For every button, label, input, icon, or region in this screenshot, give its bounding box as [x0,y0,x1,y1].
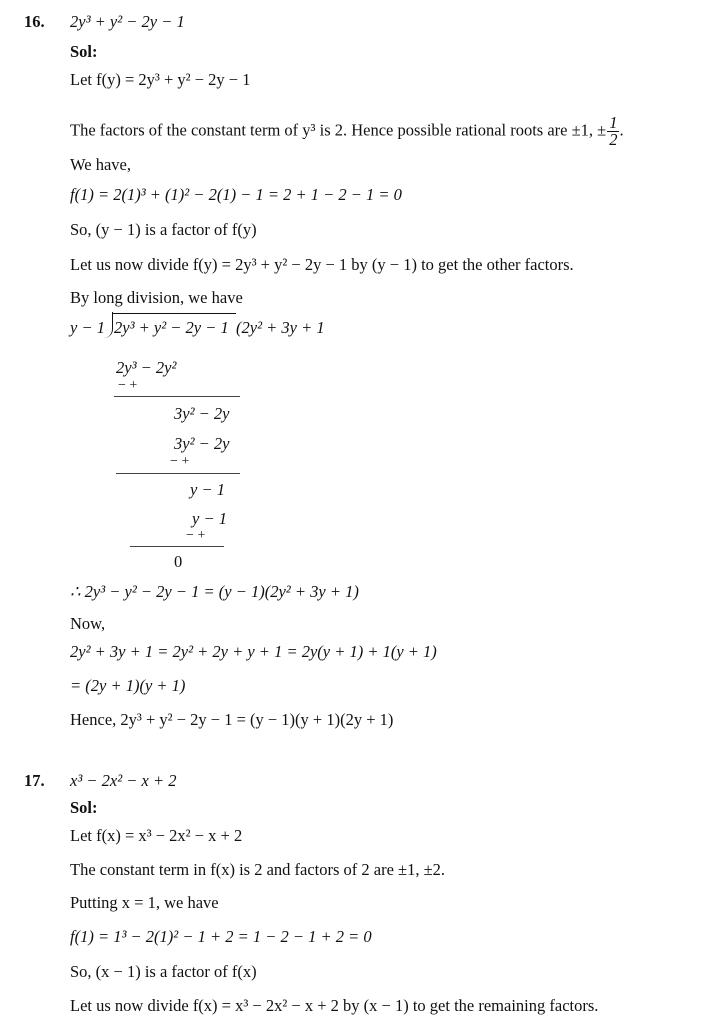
so-factor-17: So, (x − 1) is a factor of f(x) [70,962,257,981]
ld-rule2 [116,473,240,474]
let-line-16: Let f(y) = 2y³ + y² − 2y − 1 [70,70,251,89]
fraction-denominator: 2 [609,130,618,149]
ld-rem1: 3y² − 2y [174,404,230,423]
ld-sign2: − + [170,454,190,469]
ld-rule3 [130,546,224,547]
question-number-16: 16. [24,12,45,31]
so-factor-16: So, (y − 1) is a factor of f(y) [70,220,257,239]
ld-divisor: y − 1 [70,318,105,337]
ld-step2: 3y² − 2y [174,434,230,453]
sol-label-16: Sol: [70,42,98,61]
ld-quotient: (2y² + 3y + 1 [236,318,325,337]
fraction-one-half [607,115,619,148]
ld-dividend: 2y³ + y² − 2y − 1 [114,318,229,337]
ld-division-bracket [104,312,113,338]
ld-rem2: y − 1 [190,480,225,499]
ld-vinculum [112,313,236,314]
long-division-intro: By long division, we have [70,288,243,307]
ld-step3: y − 1 [192,509,227,528]
let-line-17: Let f(x) = x³ − 2x² − x + 2 [70,826,243,845]
therefore-line-16: ∴ 2y³ − y² − 2y − 1 = (y − 1)(2y² + 3y + 1) [70,582,359,601]
divide-line-16: Let us now divide f(y) = 2y³ + y² − 2y − 1 by (y − 1) to get the other factors. [70,255,574,274]
sol-label-17: Sol: [70,798,98,817]
ld-final-zero: 0 [174,552,183,571]
ld-step1: 2y³ − 2y² [116,358,177,377]
fraction-numerator: 1 [609,113,618,132]
constant-line-17: The constant term in f(x) is 2 and factors of 2 are ±1, ±2. [70,860,446,879]
factors-line-16 [70,115,624,148]
ld-rule1 [114,396,240,397]
divide-line-17: Let us now divide f(x) = x³ − 2x² − x + 2 by (x − 1) to get the remaining factors. [70,996,599,1015]
hence-line-16: Hence, 2y³ + y² − 2y − 1 = (y − 1)(y + 1)(2y + 1) [70,710,394,729]
putting-line-17: Putting x = 1, we have [70,893,219,912]
ld-sign3: − + [186,528,206,543]
result-line-16: = (2y + 1)(y + 1) [70,676,186,695]
expand-line-16: 2y² + 3y + 1 = 2y² + 2y + y + 1 = 2y(y + 1) + 1(y + 1) [70,642,437,661]
we-have-16: We have, [70,155,131,174]
question-number-17: 17. [24,771,45,790]
factors-text: The factors of the constant term of y³ is 2. Hence possible rational roots are ±1, ± [70,120,607,140]
problem-16: 2y³ + y² − 2y − 1 [70,12,185,31]
problem-17: x³ − 2x² − x + 2 [70,771,177,790]
fraction-tail: . [619,120,624,140]
now-label-16: Now, [70,614,106,633]
f1-evaluation-16: f(1) = 2(1)³ + (1)² − 2(1) − 1 = 2 + 1 − 2 − 1 = 0 [70,185,402,204]
ld-sign1: − + [118,378,138,393]
f1-evaluation-17: f(1) = 1³ − 2(1)² − 1 + 2 = 1 − 2 − 1 + 2 = 0 [70,927,372,946]
